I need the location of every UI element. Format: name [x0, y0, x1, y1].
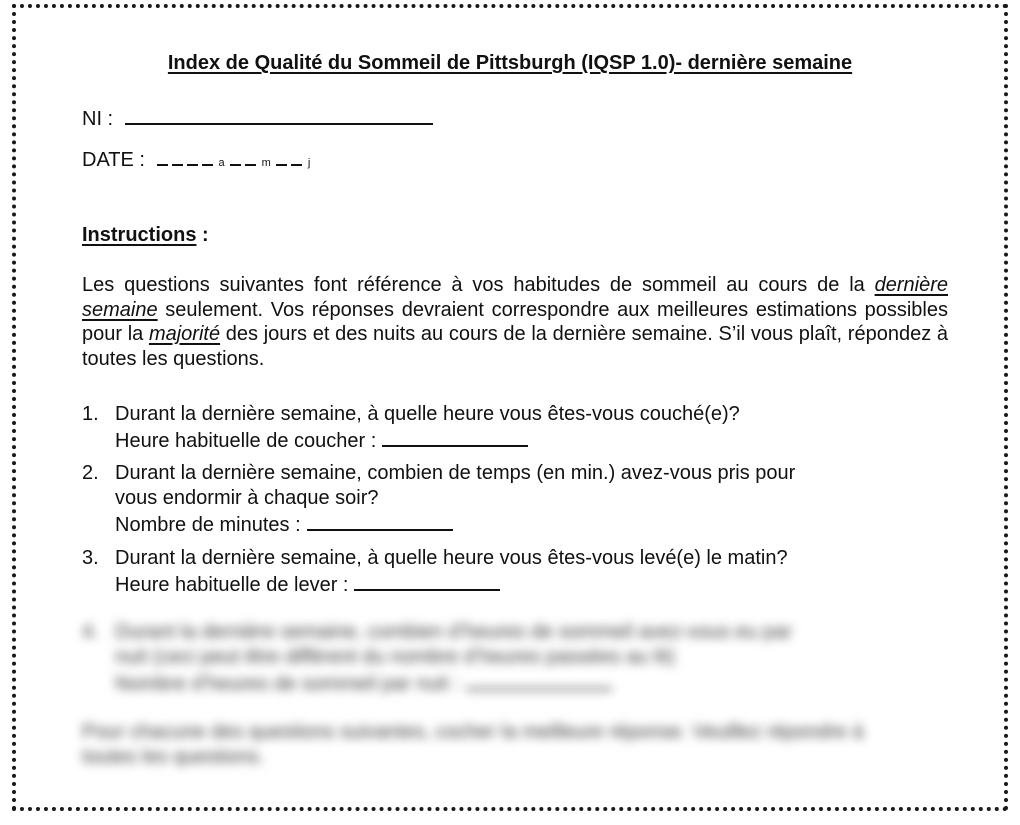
question-3 [82, 546, 962, 598]
question-number: 2. [82, 462, 99, 484]
question-1 [82, 402, 962, 454]
date-month-slot[interactable] [245, 148, 256, 166]
date-month-unit: m [261, 157, 271, 169]
minutes-answer-line[interactable] [307, 511, 453, 531]
intro-text: Les questions suivantes font référence à vos habitudes de sommeil au cours de la [82, 274, 875, 296]
question-number: 4. [82, 621, 99, 643]
date-year-slot[interactable] [187, 148, 198, 166]
date-day-unit: j [307, 157, 311, 169]
date-day-slot[interactable] [291, 148, 302, 166]
intro-text: seulement. Vos réponses devraient correspondre aux meilleures estimations possibles pour la [82, 298, 948, 345]
answer-label: Heure habituelle de lever : [115, 574, 349, 596]
question-text: Durant la dernière semaine, combien d’heures de sommeil avez-vous eu par [115, 621, 793, 643]
waketime-answer-line[interactable] [354, 571, 500, 591]
answer-row [115, 511, 962, 538]
bedtime-answer-line[interactable] [382, 427, 528, 447]
date-year-slot[interactable] [172, 148, 183, 166]
date-year-slot[interactable] [202, 148, 213, 166]
instructions-heading-colon: : [196, 224, 209, 246]
question-text: vous endormir à chaque soir? [115, 487, 379, 509]
date-month-slot[interactable] [230, 148, 241, 166]
intro-emphasis-last-week: dernière semaine [82, 274, 948, 321]
question-2 [82, 461, 962, 538]
answer-label: Nombre d’heures de sommeil par nuit : [115, 673, 460, 695]
intro-text: des jours et des nuits au cours de la dernière semaine. S’il vous plaît, répondez à toutes les questions. [82, 323, 948, 370]
ni-field [82, 105, 433, 131]
answer-label: Nombre de minutes : [115, 514, 301, 536]
question-text: Durant la dernière semaine, à quelle heure vous êtes-vous levé(e) le matin? [115, 547, 788, 569]
ni-blank-line[interactable] [125, 105, 433, 125]
date-year-unit: a [218, 157, 225, 169]
date-field [82, 148, 315, 172]
question-number: 3. [82, 547, 99, 569]
ni-label: NI : [82, 108, 114, 130]
date-year-slot[interactable] [157, 148, 168, 166]
intro-emphasis-majority: majorité [148, 323, 221, 345]
blurred-instructions-text: Pour chacune des questions suivantes, cocher la meilleure réponse. Veuillez répondre à toutes les questions. [82, 721, 864, 768]
date-day-slot[interactable] [276, 148, 287, 166]
answer-row [115, 427, 962, 454]
question-text: Durant la dernière semaine, à quelle heure vous êtes-vous couché(e)? [115, 403, 740, 425]
question-text: nuit (ceci peut être différent du nombre d’heures passées au lit) [115, 646, 675, 668]
document-title: Index de Qualité du Sommeil de Pittsburgh (IQSP 1.0)- dernière semaine [167, 52, 853, 74]
answer-row [115, 571, 962, 598]
instructions-heading-text: Instructions [82, 224, 197, 246]
question-text: Durant la dernière semaine, combien de temps (en min.) avez-vous pris pour [115, 462, 796, 484]
question-number: 1. [82, 403, 99, 425]
answer-label: Heure habituelle de coucher : [115, 430, 377, 452]
instructions-paragraph [82, 273, 948, 371]
date-label: DATE : [82, 149, 145, 171]
instructions-heading [82, 224, 209, 247]
